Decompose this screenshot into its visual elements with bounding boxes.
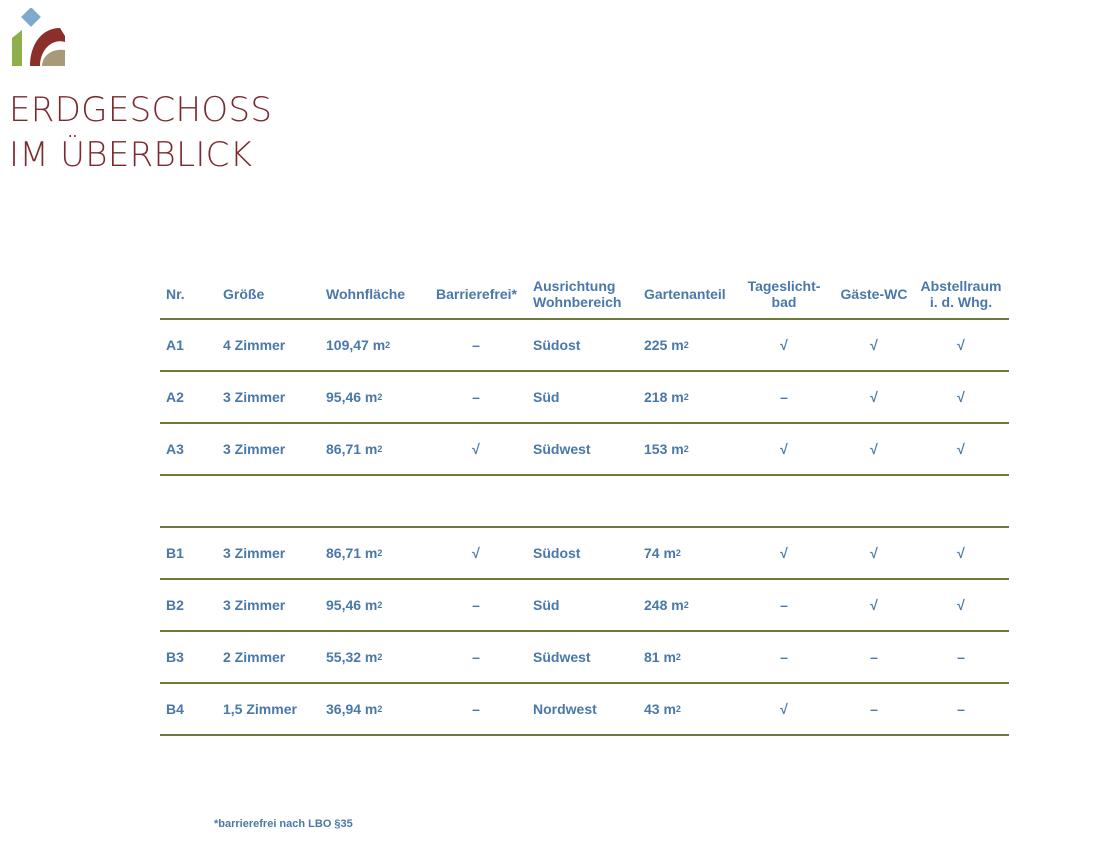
header-storage — [917, 270, 1005, 318]
cell-nr — [166, 528, 184, 578]
table-row — [160, 424, 1009, 476]
cell-nr-text: A1 — [166, 337, 184, 353]
cell-orientation — [533, 632, 591, 682]
cell-nr-text: B2 — [166, 597, 184, 613]
header-orientation-line-1: Ausrichtung — [533, 278, 616, 294]
cell-area: 109,47 m 2 — [326, 337, 391, 353]
cell-guest-wc — [835, 684, 913, 734]
cell-area-text: 95,46 m — [326, 597, 378, 613]
cell-storage-text: √ — [957, 337, 965, 353]
cell-area-text: 109,47 m — [326, 337, 386, 353]
cell-barrier-text: – — [472, 337, 480, 353]
cell-storage-text: – — [957, 649, 965, 665]
page-title — [9, 88, 272, 178]
cell-guest-wc — [835, 632, 913, 682]
cell-garden: 74 m 2 — [644, 545, 681, 561]
title-line-2: IM ÜBERBLICK — [9, 135, 253, 175]
cell-daylight-text: – — [780, 389, 788, 405]
cell-guest-wc-text: √ — [870, 441, 878, 457]
cell-barrier — [436, 684, 516, 734]
cell-daylight — [745, 580, 823, 630]
cell-barrier — [436, 476, 516, 526]
cell-guest-wc-text: √ — [870, 597, 878, 613]
cell-nr-text: B1 — [166, 545, 184, 561]
logo-icon — [12, 8, 66, 66]
cell-size-text: 3 Zimmer — [223, 597, 286, 613]
cell-nr — [166, 632, 184, 682]
cell-daylight-text: √ — [780, 701, 788, 717]
cell-barrier-text: √ — [472, 441, 480, 457]
cell-storage — [917, 424, 1005, 474]
cell-daylight-text: √ — [780, 441, 788, 457]
cell-daylight — [745, 424, 823, 474]
header-storage-line-2: i. d. Whg. — [929, 294, 993, 310]
cell-storage — [917, 372, 1005, 422]
cell-barrier — [436, 632, 516, 682]
cell-storage — [917, 476, 1005, 526]
cell-garden: 81 m 2 — [644, 649, 681, 665]
cell-barrier — [436, 372, 516, 422]
cell-size — [223, 684, 297, 734]
cell-nr — [166, 424, 184, 474]
cell-storage-text: √ — [957, 441, 965, 457]
cell-size — [223, 580, 285, 630]
cell-area-text: 95,46 m — [326, 389, 378, 405]
cell-guest-wc-text: √ — [870, 389, 878, 405]
cell-size-text: 3 Zimmer — [223, 441, 286, 457]
cell-guest-wc — [835, 424, 913, 474]
cell-orientation — [533, 580, 559, 630]
table-row — [160, 632, 1009, 684]
header-garden: Gartenanteil — [644, 286, 726, 302]
cell-guest-wc — [835, 372, 913, 422]
cell-nr-text: A2 — [166, 389, 184, 405]
header-daylight — [745, 270, 823, 318]
cell-nr-text: B3 — [166, 649, 184, 665]
table-row — [160, 372, 1009, 424]
header-nr: Nr. — [166, 286, 185, 302]
cell-area-text: 86,71 m — [326, 441, 378, 457]
cell-daylight — [745, 476, 823, 526]
cell-size-text: 4 Zimmer — [223, 337, 286, 353]
cell-daylight-text: √ — [780, 545, 788, 561]
cell-area: 55,32 m 2 — [326, 649, 383, 665]
cell-size — [223, 372, 285, 422]
cell-nr — [166, 684, 184, 734]
cell-orientation — [533, 320, 580, 370]
cell-area: 36,94 m 2 — [326, 701, 383, 717]
table-body — [160, 320, 1009, 736]
cell-size-text: 3 Zimmer — [223, 389, 286, 405]
cell-area: 95,46 m 2 — [326, 597, 383, 613]
cell-storage — [917, 320, 1005, 370]
cell-area-text: 86,71 m — [326, 545, 378, 561]
cell-orientation — [533, 528, 580, 578]
cell-barrier — [436, 528, 516, 578]
apartment-table — [160, 270, 1009, 736]
table-row — [160, 320, 1009, 372]
cell-orientation — [533, 372, 559, 422]
cell-guest-wc-text: – — [870, 649, 878, 665]
cell-garden-text: 218 m — [644, 389, 684, 405]
cell-daylight-text: – — [780, 649, 788, 665]
cell-nr-text: A3 — [166, 441, 184, 457]
header-size: Größe — [223, 286, 265, 302]
cell-garden-text: 43 m — [644, 701, 676, 717]
cell-guest-wc — [835, 320, 913, 370]
cell-size-text: 1,5 Zimmer — [223, 701, 297, 717]
cell-area: 86,71 m 2 — [326, 545, 383, 561]
cell-storage — [917, 684, 1005, 734]
header-storage-line-1: Abstellraum — [920, 278, 1002, 294]
table-row — [160, 476, 1009, 528]
cell-area: 95,46 m 2 — [326, 389, 383, 405]
cell-orientation-text: Südwest — [533, 649, 591, 665]
header-orientation-line-2: Wohnbereich — [533, 294, 622, 310]
cell-barrier-text: – — [472, 389, 480, 405]
header-daylight-line-1: Tageslicht- — [747, 278, 821, 294]
cell-nr-text: B4 — [166, 701, 184, 717]
cell-storage-text: √ — [957, 389, 965, 405]
cell-size — [223, 320, 285, 370]
cell-garden: 43 m 2 — [644, 701, 681, 717]
cell-garden: 225 m 2 — [644, 337, 689, 353]
cell-daylight — [745, 684, 823, 734]
cell-barrier — [436, 320, 516, 370]
cell-garden: 218 m 2 — [644, 389, 689, 405]
table-row — [160, 684, 1009, 736]
cell-nr — [166, 372, 184, 422]
cell-guest-wc-text: √ — [870, 545, 878, 561]
cell-orientation-text: Südost — [533, 337, 581, 353]
header-daylight-line-2: bad — [771, 294, 797, 310]
cell-guest-wc-text: – — [870, 701, 878, 717]
cell-daylight — [745, 632, 823, 682]
cell-barrier — [436, 580, 516, 630]
cell-orientation — [533, 684, 597, 734]
cell-storage-text: √ — [957, 597, 965, 613]
cell-storage — [917, 632, 1005, 682]
cell-barrier-text: – — [472, 649, 480, 665]
header-barrier: Barrierefrei* — [436, 286, 517, 302]
cell-area: 86,71 m 2 — [326, 441, 383, 457]
header-guest-wc: Gäste-WC — [840, 286, 908, 302]
cell-daylight — [745, 528, 823, 578]
cell-guest-wc-text: √ — [870, 337, 878, 353]
cell-size-text: 3 Zimmer — [223, 545, 286, 561]
cell-orientation-text: Südost — [533, 545, 581, 561]
footnote: *barrierefrei nach LBO §35 — [214, 818, 353, 830]
cell-storage — [917, 580, 1005, 630]
cell-barrier-text: – — [472, 597, 480, 613]
table-row — [160, 580, 1009, 632]
cell-daylight — [745, 372, 823, 422]
cell-garden: 153 m 2 — [644, 441, 689, 457]
cell-size — [223, 632, 285, 682]
cell-guest-wc — [835, 528, 913, 578]
cell-guest-wc — [835, 580, 913, 630]
cell-garden-text: 153 m — [644, 441, 684, 457]
cell-daylight — [745, 320, 823, 370]
cell-nr — [166, 580, 184, 630]
cell-storage — [917, 528, 1005, 578]
cell-barrier-text: √ — [472, 545, 480, 561]
cell-storage-text: – — [957, 701, 965, 717]
header-orientation — [533, 270, 621, 318]
header-area: Wohnfläche — [326, 286, 406, 302]
cell-garden-text: 81 m — [644, 649, 676, 665]
cell-size — [223, 424, 285, 474]
cell-garden: 248 m 2 — [644, 597, 689, 613]
cell-orientation-text: Süd — [533, 389, 560, 405]
cell-daylight-text: – — [780, 597, 788, 613]
cell-nr — [166, 320, 184, 370]
cell-guest-wc — [835, 476, 913, 526]
cell-garden-text: 74 m — [644, 545, 676, 561]
cell-orientation-text: Südwest — [533, 441, 591, 457]
cell-area-text: 55,32 m — [326, 649, 378, 665]
table-header — [160, 270, 1009, 320]
cell-garden-text: 248 m — [644, 597, 684, 613]
cell-barrier — [436, 424, 516, 474]
cell-orientation-text: Süd — [533, 597, 560, 613]
cell-size — [223, 528, 285, 578]
title-line-1: ERDGESCHOSS — [9, 90, 273, 130]
table-row — [160, 528, 1009, 580]
cell-garden-text: 225 m — [644, 337, 684, 353]
cell-orientation-text: Nordwest — [533, 701, 597, 717]
cell-area-text: 36,94 m — [326, 701, 378, 717]
cell-barrier-text: – — [472, 701, 480, 717]
cell-orientation — [533, 424, 591, 474]
cell-storage-text: √ — [957, 545, 965, 561]
cell-size-text: 2 Zimmer — [223, 649, 286, 665]
cell-daylight-text: √ — [780, 337, 788, 353]
